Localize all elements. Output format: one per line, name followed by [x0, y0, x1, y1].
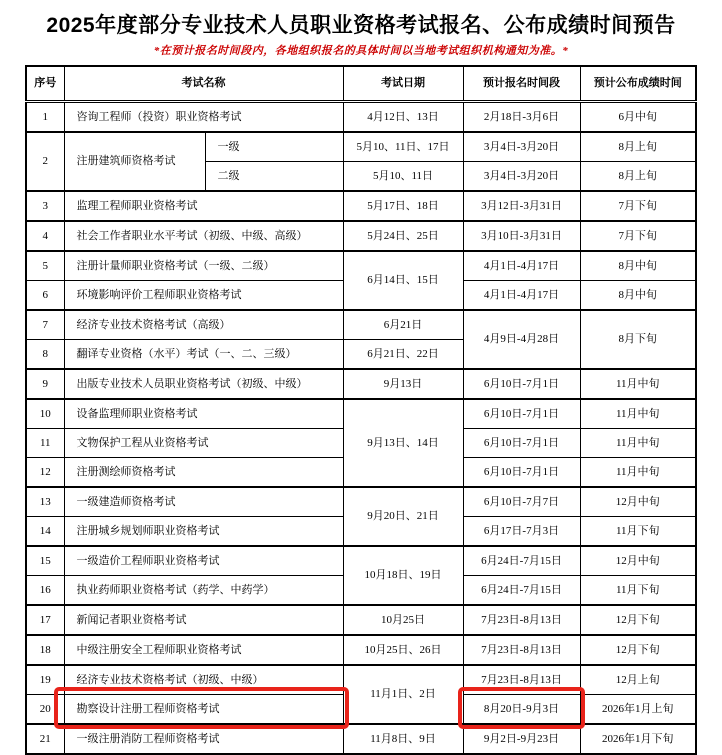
table-cell: 5月17日、18日 — [343, 191, 463, 221]
table-cell: 社会工作者职业水平考试（初级、中级、高级） — [64, 221, 343, 251]
table-cell: 5月10、11日、17日 — [343, 132, 463, 162]
table-cell: 12 — [26, 458, 64, 488]
table-cell: 11 — [26, 429, 64, 458]
table-cell: 18 — [26, 635, 64, 665]
table-cell: 1 — [26, 102, 64, 133]
table-cell: 一级注册消防工程师资格考试 — [64, 724, 343, 754]
table-cell: 10 — [26, 399, 64, 429]
table-cell: 6月10日-7月1日 — [463, 429, 580, 458]
table-cell: 10月18日、19日 — [343, 546, 463, 605]
table-cell: 注册城乡规划师职业资格考试 — [64, 517, 343, 547]
table-cell: 11月中旬 — [580, 458, 696, 488]
table-row — [26, 399, 696, 429]
table-cell: 6月10日-7月1日 — [463, 458, 580, 488]
table-cell: 19 — [26, 665, 64, 695]
header-row — [26, 66, 696, 102]
header-score-release-time: 预计公布成绩时间 — [580, 66, 696, 102]
table-cell: 9月20日、21日 — [343, 487, 463, 546]
table-cell: 环境影响评价工程师职业资格考试 — [64, 281, 343, 311]
table-cell: 2 — [26, 132, 64, 191]
table-cell: 12月上旬 — [580, 665, 696, 695]
table-cell: 7月23日-8月13日 — [463, 665, 580, 695]
table-cell: 翻译专业资格（水平）考试（一、二、三级） — [64, 340, 343, 370]
header-exam-date: 考试日期 — [343, 66, 463, 102]
table-cell: 2026年1月上旬 — [580, 695, 696, 725]
table-cell: 8月上旬 — [580, 162, 696, 192]
table-row — [26, 487, 696, 517]
table-cell: 12月中旬 — [580, 487, 696, 517]
table-row — [26, 310, 696, 340]
header-serial-number: 序号 — [26, 66, 64, 102]
table-cell: 注册计量师职业资格考试（一级、二级） — [64, 251, 343, 281]
table-cell: 11月8日、9日 — [343, 724, 463, 754]
table-cell: 4 — [26, 221, 64, 251]
table-cell: 11月1日、2日 — [343, 665, 463, 724]
table-cell: 6月10日-7月7日 — [463, 487, 580, 517]
table-cell: 21 — [26, 724, 64, 754]
table-row — [26, 724, 696, 754]
table-cell: 7 — [26, 310, 64, 340]
table-cell: 7月23日-8月13日 — [463, 605, 580, 635]
table-cell: 16 — [26, 576, 64, 606]
registration-note: *在预计报名时间段内，各地组织报名的具体时间以当地考试组织机构通知为准。* — [153, 45, 569, 57]
table-cell: 8月上旬 — [580, 132, 696, 162]
table-cell: 5 — [26, 251, 64, 281]
table-cell: 设备监理师职业资格考试 — [64, 399, 343, 429]
table-row — [26, 665, 696, 695]
table-cell: 一级 — [205, 132, 343, 162]
table-row — [26, 132, 696, 162]
table-cell: 6月10日-7月1日 — [463, 369, 580, 399]
page-title: 2025年度部分专业技术人员职业资格考试报名、公布成绩时间预告 — [46, 14, 676, 37]
table-cell: 一级建造师资格考试 — [64, 487, 343, 517]
table-cell: 执业药师职业资格考试（药学、中药学） — [64, 576, 343, 606]
table-cell: 11月中旬 — [580, 399, 696, 429]
table-cell: 经济专业技术资格考试（初级、中级） — [64, 665, 343, 695]
table-cell: 3月10日-3月31日 — [463, 221, 580, 251]
table-row — [26, 221, 696, 251]
table-row — [26, 191, 696, 221]
table-cell: 17 — [26, 605, 64, 635]
table-cell: 4月1日-4月17日 — [463, 281, 580, 311]
table-cell: 6月21日、22日 — [343, 340, 463, 370]
exam-table-body — [26, 102, 696, 755]
table-cell: 13 — [26, 487, 64, 517]
table-cell: 9月13日 — [343, 369, 463, 399]
table-cell: 8 — [26, 340, 64, 370]
table-cell: 出版专业技术人员职业资格考试（初级、中级） — [64, 369, 343, 399]
header-registration-period: 预计报名时间段 — [463, 66, 580, 102]
table-row — [26, 251, 696, 281]
table-row — [26, 635, 696, 665]
table-cell: 4月9日-4月28日 — [463, 310, 580, 369]
table-cell: 注册建筑师资格考试 — [64, 132, 205, 191]
table-cell: 6月10日-7月1日 — [463, 399, 580, 429]
table-cell: 2月18日-3月6日 — [463, 102, 580, 133]
table-cell: 新闻记者职业资格考试 — [64, 605, 343, 635]
table-cell: 12月下旬 — [580, 605, 696, 635]
table-cell: 6月14日、15日 — [343, 251, 463, 310]
table-cell: 10月25日 — [343, 605, 463, 635]
table-cell: 15 — [26, 546, 64, 576]
table-row — [26, 605, 696, 635]
table-cell: 咨询工程师（投资）职业资格考试 — [64, 102, 343, 133]
table-cell: 6月中旬 — [580, 102, 696, 133]
table-cell: 14 — [26, 517, 64, 547]
table-cell: 6月24日-7月15日 — [463, 576, 580, 606]
table-cell: 7月23日-8月13日 — [463, 635, 580, 665]
table-cell: 3 — [26, 191, 64, 221]
table-cell: 11月中旬 — [580, 369, 696, 399]
highlighted-cell: 8月20日-9月3日 — [463, 695, 580, 725]
table-cell: 4月1日-4月17日 — [463, 251, 580, 281]
table-cell: 3月4日-3月20日 — [463, 132, 580, 162]
table-cell: 8月中旬 — [580, 281, 696, 311]
table-cell: 11月下旬 — [580, 517, 696, 547]
table-cell: 5月10、11日 — [343, 162, 463, 192]
table-cell: 7月下旬 — [580, 191, 696, 221]
table-cell: 6月24日-7月15日 — [463, 546, 580, 576]
exam-schedule-table — [25, 65, 697, 755]
table-row — [26, 102, 696, 133]
header-exam-name: 考试名称 — [64, 66, 343, 102]
table-row — [26, 546, 696, 576]
table-cell: 二级 — [205, 162, 343, 192]
table-cell: 8月下旬 — [580, 310, 696, 369]
table-cell: 2026年1月下旬 — [580, 724, 696, 754]
table-cell: 12月下旬 — [580, 635, 696, 665]
table-cell: 8月中旬 — [580, 251, 696, 281]
table-cell: 9 — [26, 369, 64, 399]
table-cell: 12月中旬 — [580, 546, 696, 576]
table-cell: 6 — [26, 281, 64, 311]
table-cell: 监理工程师职业资格考试 — [64, 191, 343, 221]
table-cell: 11月下旬 — [580, 576, 696, 606]
table-cell: 11月中旬 — [580, 429, 696, 458]
table-cell: 一级造价工程师职业资格考试 — [64, 546, 343, 576]
table-cell: 3月4日-3月20日 — [463, 162, 580, 192]
table-cell: 3月12日-3月31日 — [463, 191, 580, 221]
table-cell: 20 — [26, 695, 64, 725]
table-cell: 4月12日、13日 — [343, 102, 463, 133]
highlighted-cell: 勘察设计注册工程师资格考试 — [64, 695, 343, 725]
table-cell: 5月24日、25日 — [343, 221, 463, 251]
table-cell: 6月17日-7月3日 — [463, 517, 580, 547]
table-cell: 文物保护工程从业资格考试 — [64, 429, 343, 458]
table-cell: 10月25日、26日 — [343, 635, 463, 665]
table-cell: 注册测绘师资格考试 — [64, 458, 343, 488]
table-cell: 中级注册安全工程师职业资格考试 — [64, 635, 343, 665]
table-row — [26, 369, 696, 399]
table-cell: 9月2日-9月23日 — [463, 724, 580, 754]
table-cell: 经济专业技术资格考试（高级） — [64, 310, 343, 340]
table-cell: 9月13日、14日 — [343, 399, 463, 487]
table-cell: 6月21日 — [343, 310, 463, 340]
table-cell: 7月下旬 — [580, 221, 696, 251]
table-header — [26, 66, 696, 102]
